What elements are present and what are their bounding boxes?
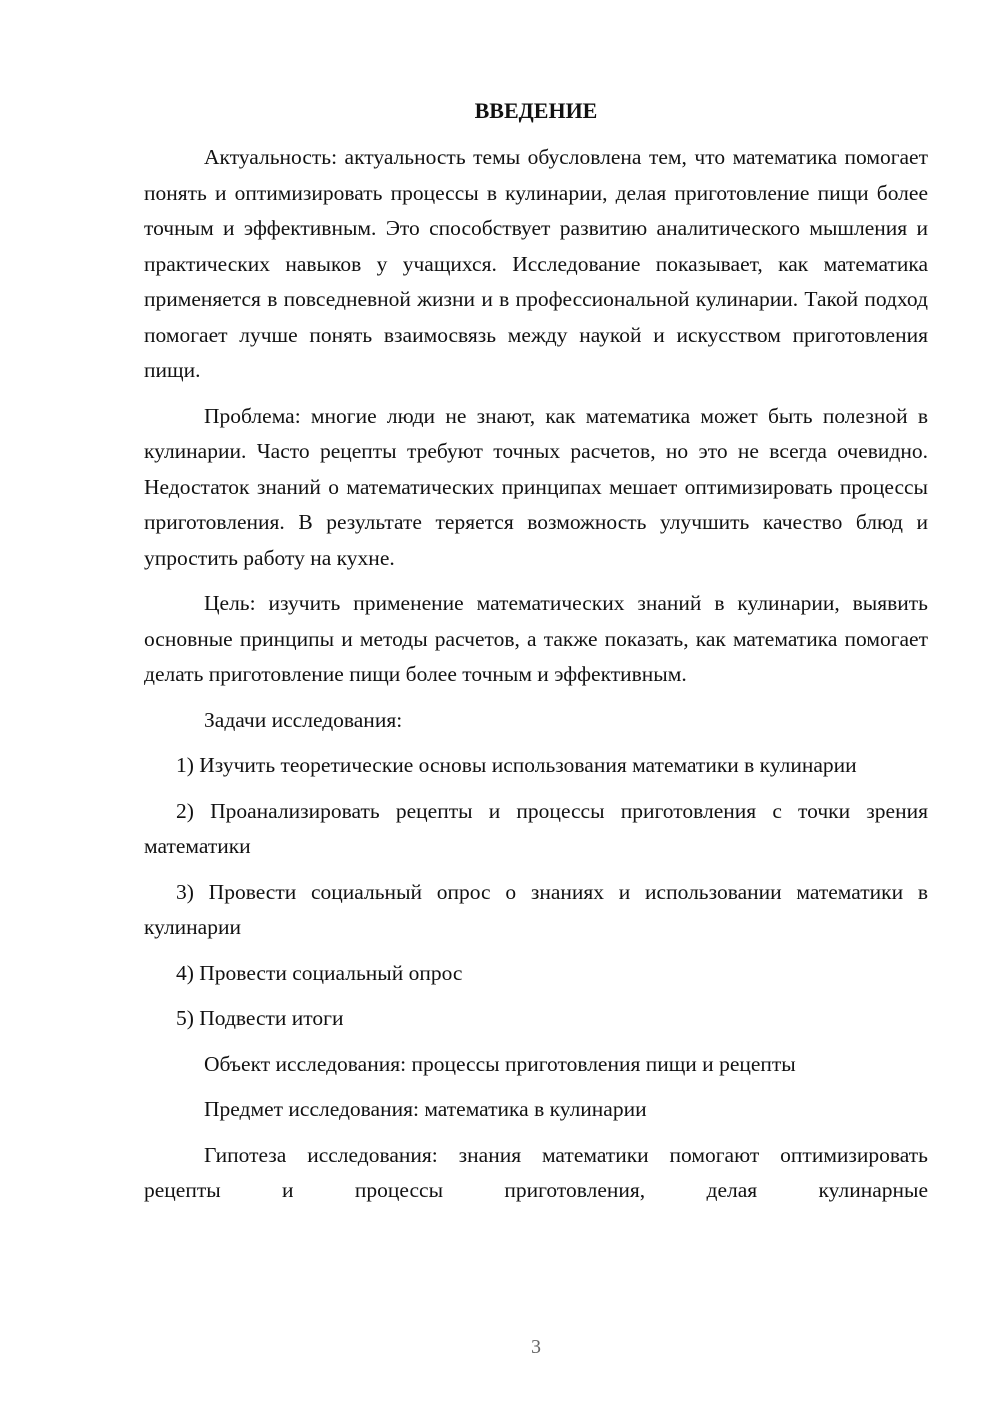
list-item-task-4: 4) Провести социальный опрос — [176, 960, 463, 985]
tasks-heading: Задачи исследования: — [204, 707, 403, 732]
list-item-task-2: 2) Проанализировать рецепты и процессы приготовления с точки зрения математики — [144, 798, 928, 858]
paragraph-hypothesis: Гипотеза исследования: знания математики помогают оптимизировать рецепты и процессы приготовления, делая кулинарные — [144, 1142, 928, 1202]
document-body — [144, 140, 928, 1209]
paragraph-problem: Проблема: многие люди не знают, как математика может быть полезной в кулинарии. Часто рецепты требуют точных расчетов, но это не всегда очевидно. Недостаток знаний о математических принципах мешает оптимизировать процессы приготовления. В результате теряется возможность улучшить качество блюд и упростить работу на кухне. — [144, 403, 928, 570]
list-item-task-1: 1) Изучить теоретические основы использования математики в кулинарии — [176, 753, 857, 777]
paragraph-object: Объект исследования: процессы приготовления пищи и рецепты — [204, 1051, 796, 1076]
paragraph-relevance: Актуальность: актуальность темы обусловлена тем, что математика помогает понять и оптимизировать процессы в кулинарии, делая приготовление пищи более точным и эффективным. Это способствует развитию аналитического мышления и практических навыков у учащихся. Исследование показывает, как математика применяется в повседневной жизни и в профессиональной кулинарии. Такой подход помогает лучше понять взаимосвязь между наукой и искусством приготовления пищи. — [144, 145, 928, 382]
page-title: ВВЕДЕНИЕ — [474, 98, 598, 123]
page-number: 3 — [531, 1336, 541, 1358]
paragraph-goal: Цель: изучить применение математических знаний в кулинарии, выявить основные принципы и методы расчетов, а также показать, как математика помогает делать приготовление пищи более точным и эффективным. — [144, 591, 928, 686]
list-item-task-3: 3) Провести социальный опрос о знаниях и использовании математики в кулинарии — [144, 879, 928, 939]
list-item-task-5: 5) Подвести итоги — [176, 1006, 344, 1030]
paragraph-subject: Предмет исследования: математика в кулинарии — [204, 1097, 647, 1121]
